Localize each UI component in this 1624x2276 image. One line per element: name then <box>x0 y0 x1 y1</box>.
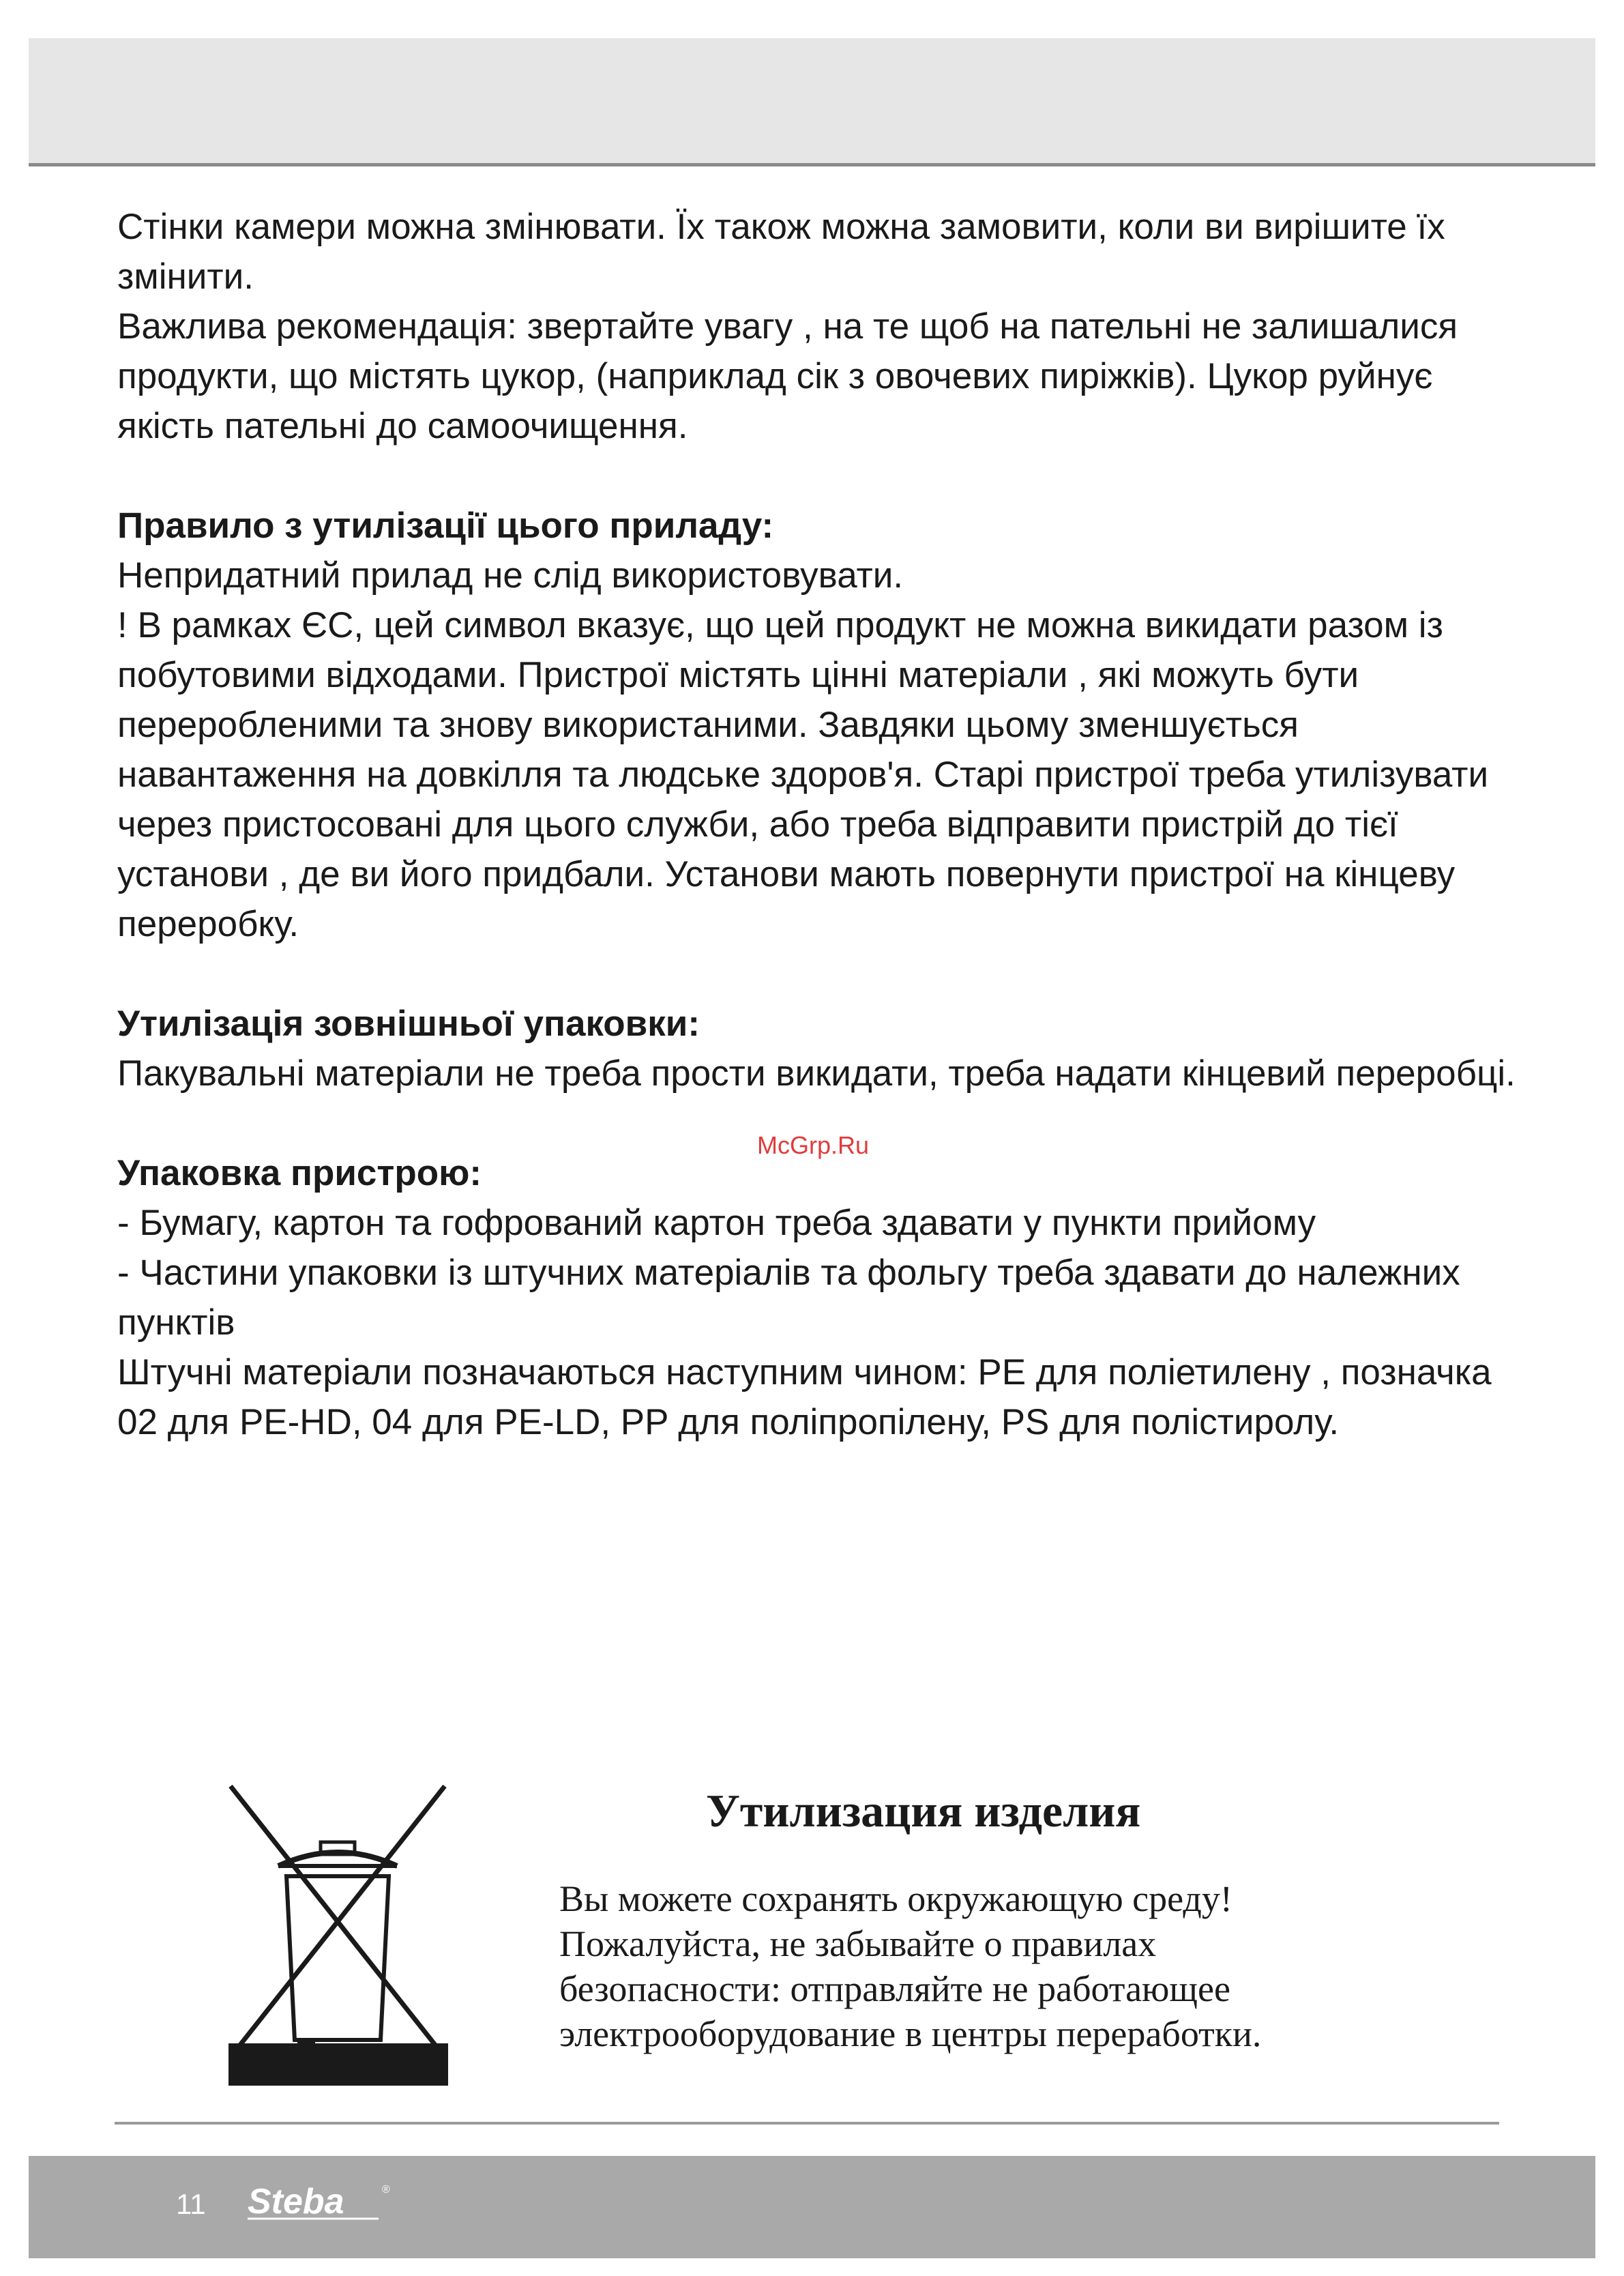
ru-disposal-text <box>559 1876 1446 2056</box>
paragraph-chamber-walls: Стінки камери можна змінювати. Їх також можна замовити, коли ви вирішите їх змінити. <box>117 207 1445 297</box>
page-number: 11 <box>176 2188 206 2220</box>
svg-text:®: ® <box>382 2184 390 2195</box>
paragraph-unusable-device: Непридатний прилад не слід використовувати. <box>117 555 904 596</box>
ru-line-1: Вы можете сохранять окружающую среду! <box>559 1878 1232 1919</box>
paragraph-recommendation: Важлива рекомендація: звертайте увагу , на те щоб на пательні не залишалися продукти, що містять цукор, (наприклад сік з овочевих пиріжків). Цукор руйнує якість пательні до самоочищення. <box>117 306 1458 446</box>
ru-line-3: безопасности: отправляйте не работающее <box>559 1968 1230 2009</box>
heading-outer-packaging: Утилізація зовнішньої упаковки: <box>117 1004 700 1044</box>
watermark: McGrp.Ru <box>757 1131 870 1159</box>
ru-disposal-title: Утилизация изделия <box>706 1785 1141 1837</box>
paragraph-plastic-parts: - Частини упаковки із штучних матеріалів та фольгу треба здавати до належних пунктів <box>117 1253 1460 1343</box>
heading-device-packaging: Упаковка пристрою: <box>117 1153 482 1193</box>
svg-text:Steba: Steba <box>248 2182 344 2221</box>
steba-logo <box>242 2178 406 2232</box>
header-band <box>29 38 1595 166</box>
heading-disposal-rule: Правило з утилізації цього приладу: <box>117 506 774 546</box>
ru-line-4: электрооборудование в центры переработки. <box>559 2013 1262 2054</box>
paragraph-paper-cardboard: - Бумагу, картон та гофрований картон треба здавати у пункти прийому <box>117 1203 1316 1243</box>
paragraph-plastic-codes: Штучні матеріали позначаються наступним чином: PE для поліетилену , позначка 02 для PE-HD, 04 для PE-LD, PP для поліпропілену, PS для полістиролу. <box>117 1352 1492 1442</box>
paragraph-eu-symbol: ! В рамках ЄС, цей символ вказує, що цей продукт не можна викидати разом із побутовими відходами. Пристрої містять цінні матеріали , які можуть бути переробленими та знову використаними. Завдяки цьому зменшується навантаження на довкілля та людське здоров'я. Старі пристрої треба утилізувати через пристосовані для цього служби, або треба відправити пристрій до тієї установи , де ви його придбали. Установи мають повернути пристрої на кінцеву переробку. <box>117 605 1489 944</box>
ru-line-2: Пожалуйста, не забывайте о правилах <box>559 1923 1157 1964</box>
main-content <box>117 202 1522 1447</box>
recycle-symbol-bar <box>228 2043 448 2086</box>
paragraph-packaging-materials: Пакувальні матеріали не треба прости викидати, треба надати кінцевий переробці. <box>117 1053 1516 1094</box>
footer-divider <box>115 2122 1499 2125</box>
